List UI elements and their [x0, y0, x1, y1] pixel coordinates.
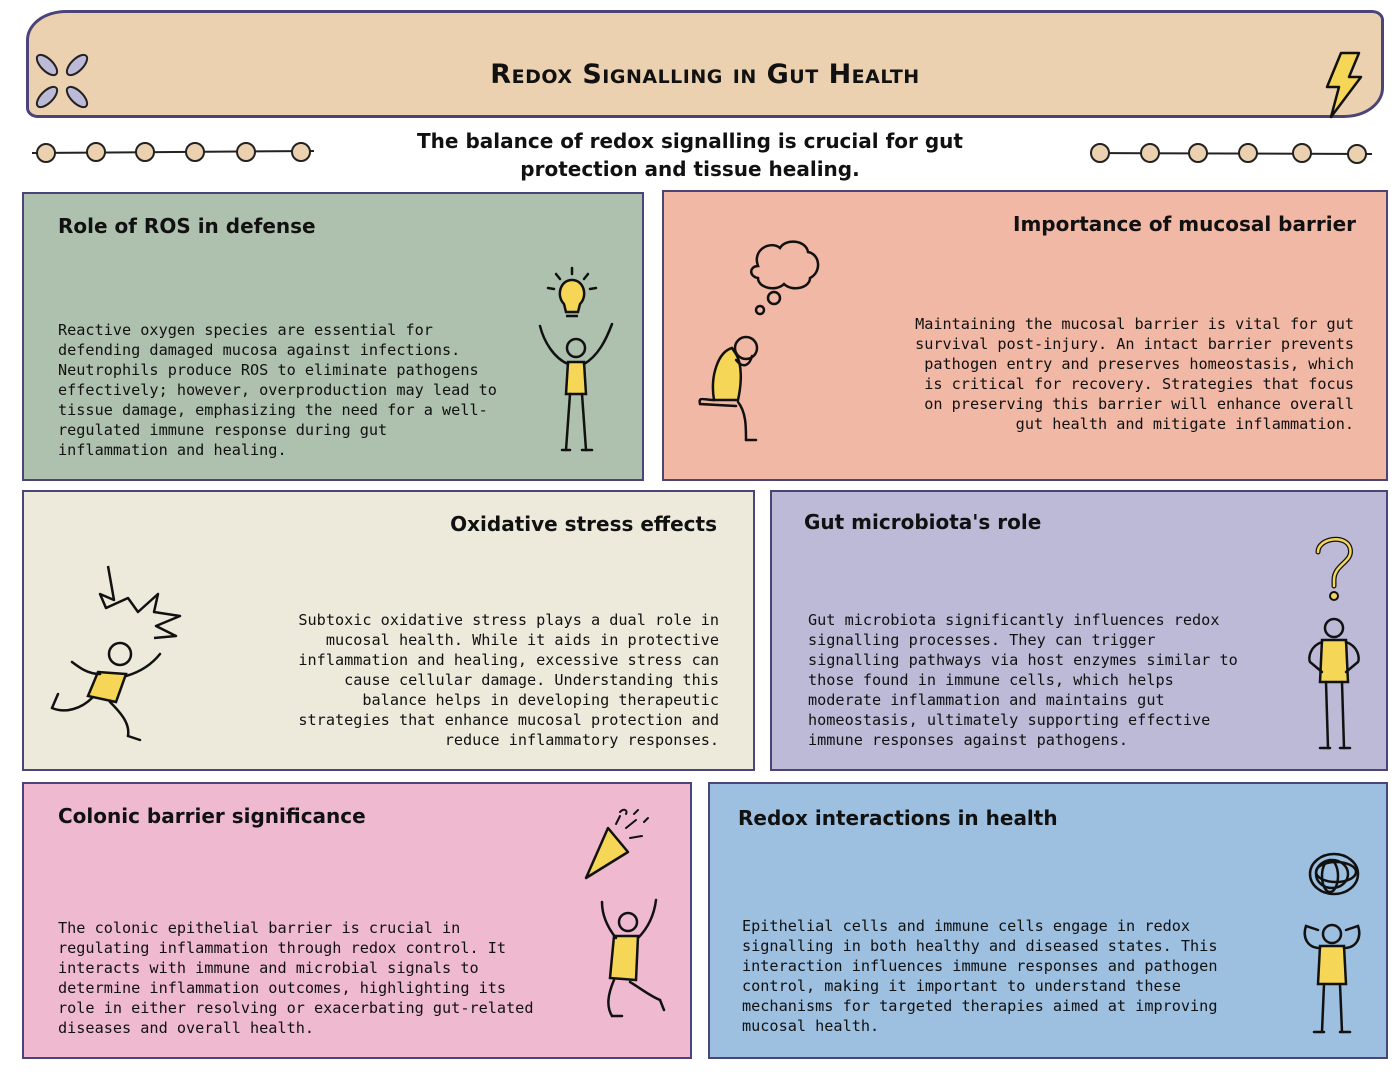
- card-body: The colonic epithelial barrier is crucial in regulating inflammation through redox control. It interacts with immune and microbial signals to determine inflammation outcomes, highlighting its role in either resolving or exacerbating gut-related diseases and overall health.: [58, 919, 534, 1037]
- card-body: Epithelial cells and immune cells engage in redox signalling in both healthy and diseased states. This interaction influences immune responses and pathogen control, making it important to understand these mechanisms for targeted therapies aimed at improving mucosal health.: [742, 917, 1218, 1035]
- card-mucosal-barrier: [662, 190, 1388, 481]
- card-body: Subtoxic oxidative stress plays a dual role in mucosal health. While it aids in protective inflammation and healing, excessive stress can cause cellular damage. Understanding this balance helps in developing therapeutic strategies that enhance mucosal protection and reduce inflammatory responses.: [298, 611, 719, 749]
- title-banner: [26, 10, 1384, 118]
- lightning-icon: [1323, 51, 1363, 121]
- card-body: Maintaining the mucosal barrier is vital for gut survival post-injury. An intact barrier prevents pathogen entry and preserves homeostasis, which is critical for recovery. Strategies that focus on preserving this barrier will enhance overall gut health and mitigate inflammation.: [915, 315, 1354, 433]
- card-title: Role of ROS in defense: [58, 214, 316, 238]
- card-body: Gut microbiota significantly influences redox signalling processes. They can trigger signalling pathways via host enzymes similar to those found in immune cells, which helps moderate inflammation and maintains gut homeostasis, ultimately supporting effective immune responses against pathogens.: [808, 611, 1238, 749]
- card-title: Gut microbiota's role: [804, 510, 1042, 534]
- page-subtitle: The balance of redox signalling is crucial for gut protection and tissue healing.: [417, 129, 963, 181]
- card-title: Oxidative stress effects: [450, 512, 717, 536]
- card-redox-interactions: [708, 782, 1388, 1059]
- bead-divider-right: [1086, 141, 1376, 167]
- celebrating-person-icon: [594, 898, 674, 1028]
- bead-divider-left: [30, 140, 320, 166]
- card-ros-defense: [22, 192, 644, 481]
- card-colonic-barrier: [22, 782, 692, 1059]
- lightbulb-person-icon: [532, 266, 622, 456]
- card-title: Colonic barrier significance: [58, 804, 366, 828]
- card-title: Redox interactions in health: [738, 806, 1058, 830]
- confused-person-icon: [1290, 844, 1370, 1044]
- thinking-person-icon: [696, 236, 826, 446]
- card-title: Importance of mucosal barrier: [1013, 212, 1356, 236]
- card-oxidative-stress: [22, 490, 755, 771]
- page-title: Redox Signalling in Gut Health: [490, 59, 920, 90]
- question-person-icon: [1292, 532, 1372, 762]
- card-body: Reactive oxygen species are essential for defending damaged mucosa against infections. Neutrophils produce ROS to eliminate pathogens effectively; however, overproduction may lead to tissue damage, emphasizing the need for a well- regulated immune response during gut inflammation and healing.: [58, 321, 497, 459]
- party-popper-icon: [580, 808, 660, 888]
- running-person-icon: [48, 564, 188, 754]
- card-gut-microbiota: [770, 490, 1388, 771]
